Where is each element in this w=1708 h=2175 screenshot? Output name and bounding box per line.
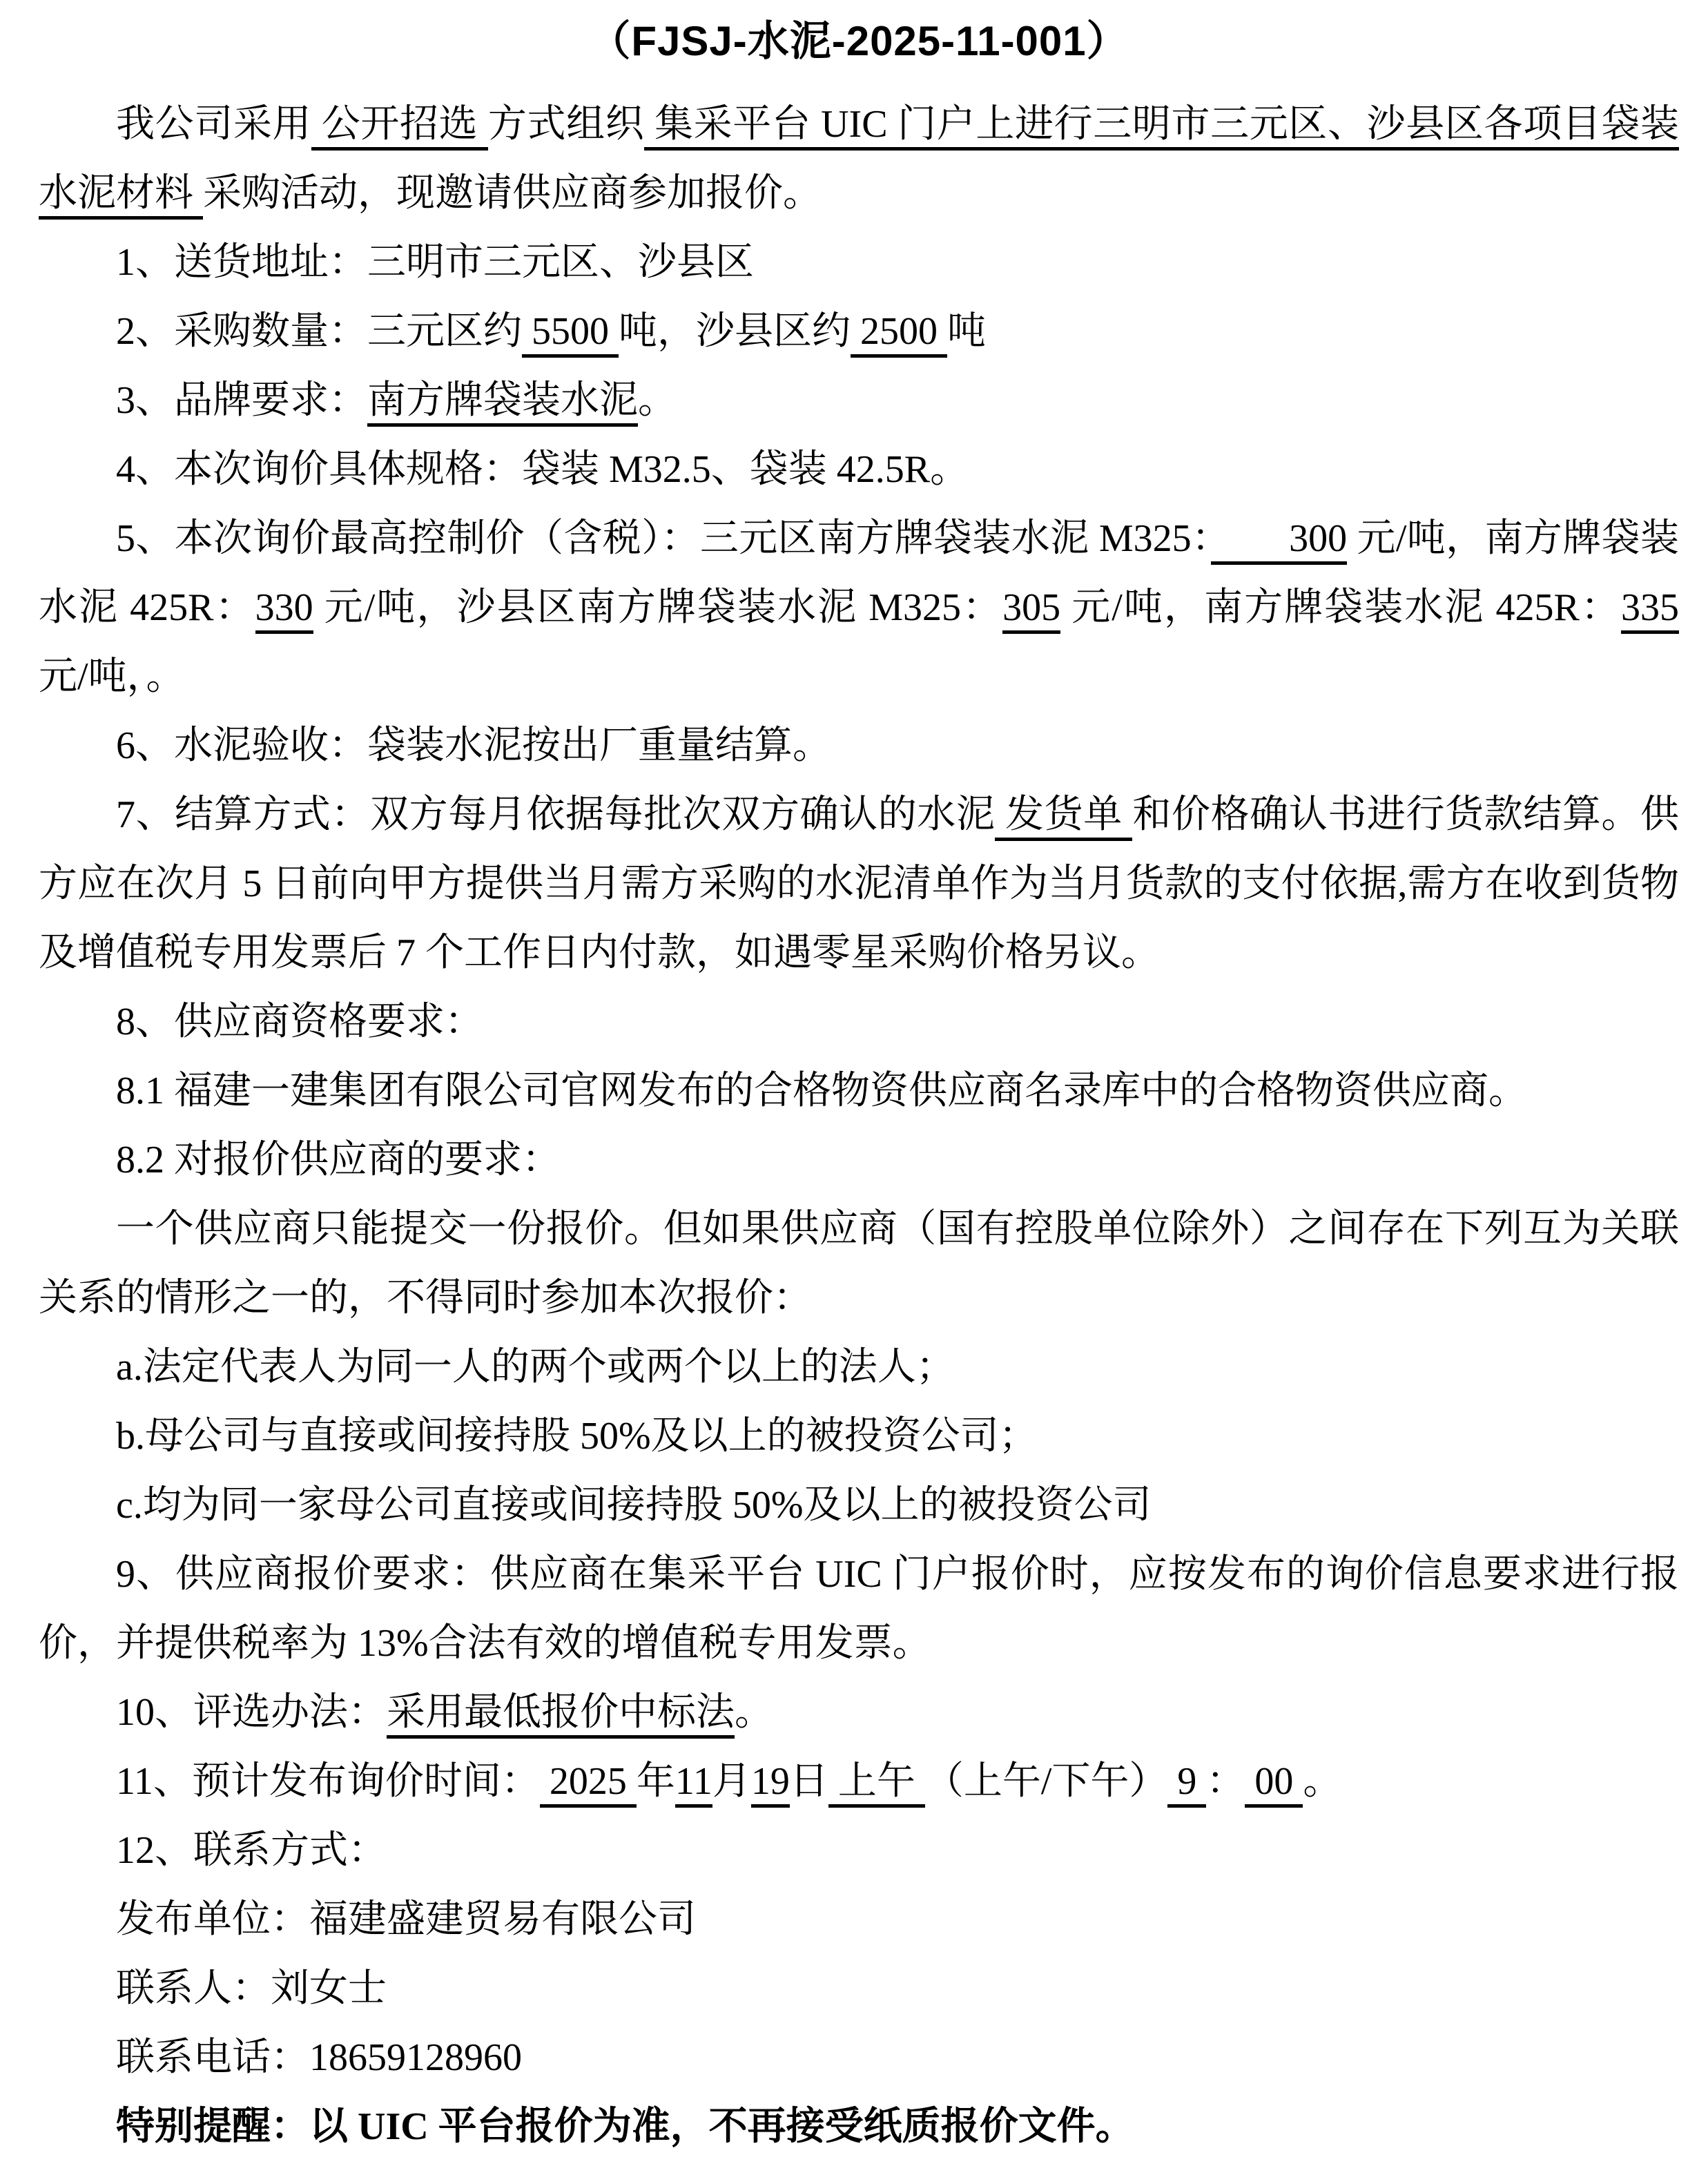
text-segment: 和价格确认书进行货款结算。供方应在次月 5 日前向甲方提供当月需方采购的水泥清单作为当月货款的支付依据,需方在收到货物及增值税专用发票后 7 个工作日内付款，如遇零星采购价格另议。 <box>39 793 1680 974</box>
text-segment: 9、供应商报价要求：供应商在集采平台 UIC 门户报价时，应按发布的询价信息要求进行报价，并提供税率为 13%合法有效的增值税专用发票。 <box>39 1553 1679 1665</box>
text-segment: 月 <box>712 1760 751 1803</box>
text-segment: 日 <box>789 1760 828 1803</box>
text-segment: 联系电话：18659128960 <box>116 2036 522 2079</box>
underlined-text: 335 <box>1621 586 1679 634</box>
item-1-delivery-address <box>39 228 1679 297</box>
item-9-quotation-requirement <box>39 1540 1679 1678</box>
text-segment: b.母公司与直接或间接持股 50%及以上的被投资公司； <box>116 1415 1038 1458</box>
text-segment: 采购活动，现邀请供应商参加报价。 <box>203 172 822 215</box>
underlined-text: 330 <box>255 586 313 634</box>
text-segment: 2、采购数量：三元区约 <box>116 310 522 353</box>
text-segment: 3、品牌要求： <box>116 379 367 422</box>
text-segment: 方式组织 <box>487 103 645 146</box>
underlined-text: 9 <box>1167 1760 1206 1808</box>
contact-person-line <box>39 1954 1679 2023</box>
text-segment: 特别提醒：以 UIC 平台报价为准，不再接受纸质报价文件。 <box>116 2105 1134 2148</box>
underlined-text: 11 <box>675 1760 712 1808</box>
item-5-max-control-price <box>39 504 1689 711</box>
text-segment: 吨 <box>947 310 986 353</box>
text-segment: 。 <box>1303 1760 1342 1803</box>
text-segment: 。 <box>735 1691 773 1734</box>
text-segment: 一个供应商只能提交一份报价。但如果供应商（国有控股单位除外）之间存在下列互为关联关系的情形之一的，不得同时参加本次报价： <box>39 1208 1679 1320</box>
underlined-text: 305 <box>1002 586 1060 634</box>
item-11-inquiry-time <box>39 1747 1679 1816</box>
underlined-text: 00 <box>1245 1760 1303 1808</box>
publisher-line <box>39 1885 1679 1954</box>
text-segment: 。 <box>638 379 677 422</box>
contact-phone-line <box>39 2023 1679 2092</box>
item-6-cement-acceptance <box>39 711 1679 780</box>
text-segment: 7、结算方式：双方每月依据每批次双方确认的水泥 <box>116 793 996 836</box>
underlined-text: 2500 <box>851 310 947 358</box>
underlined-text: 19 <box>751 1760 790 1808</box>
text-segment: 联系人：刘女士 <box>116 1967 387 2010</box>
item-2-purchase-quantity <box>39 297 1679 366</box>
text-segment: 1、送货地址：三明市三元区、沙县区 <box>116 241 754 284</box>
underlined-text: 上午 <box>828 1760 925 1808</box>
text-segment: 元/吨，南方牌袋装水泥 425R： <box>39 517 1680 629</box>
text-segment: 我公司采用 <box>116 103 312 146</box>
item-8-supplier-qualification <box>39 987 1679 1056</box>
text-segment: （上午/下午） <box>924 1760 1168 1803</box>
text-segment: c.均为同一家母公司直接或间接持股 50%及以上的被投资公司 <box>116 1484 1152 1527</box>
item-10-selection-method <box>39 1678 1679 1747</box>
item-4-specifications <box>39 435 1679 504</box>
item-c <box>39 1471 1679 1540</box>
text-segment: 8.2 对报价供应商的要求： <box>116 1139 561 1181</box>
text-segment: 元/吨，沙县区南方牌袋装水泥 M325： <box>313 586 1003 629</box>
item-a <box>39 1333 1679 1402</box>
underlined-text: 采用最低报价中标法 <box>387 1691 735 1739</box>
underlined-text: 300 <box>1211 517 1347 565</box>
text-segment: ： <box>1206 1760 1245 1803</box>
text-segment: 发布单位：福建盛建贸易有限公司 <box>116 1898 696 1941</box>
underlined-text: 5500 <box>522 310 619 358</box>
document-body <box>39 90 1689 2161</box>
intro-paragraph <box>39 90 1679 228</box>
item-12-contact <box>39 1816 1679 1885</box>
special-reminder-line <box>39 2092 1679 2161</box>
text-segment: 5、本次询价最高控制价（含税）：三元区南方牌袋装水泥 M325： <box>116 517 1212 560</box>
text-segment: 6、水泥验收：袋装水泥按出厂重量结算。 <box>116 724 831 767</box>
underlined-text: 发货单 <box>995 793 1132 841</box>
text-segment: 11、预计发布询价时间： <box>116 1760 540 1803</box>
text-segment: 元/吨，南方牌袋装水泥 425R： <box>1060 586 1621 629</box>
underlined-text: 公开招选 <box>311 103 488 151</box>
text-segment: 元/吨，。 <box>39 586 1689 698</box>
text-segment: 吨，沙县区约 <box>619 310 851 353</box>
item-8-2 <box>39 1125 1679 1195</box>
text-segment: 8.1 福建一建集团有限公司官网发布的合格物资供应商名录库中的合格物资供应商。 <box>116 1070 1527 1112</box>
underlined-text: 集采平台 UIC 门户上进行三明市三元区、沙县区各项目袋装水泥材料 <box>39 103 1679 220</box>
document-title: （FJSJ-水泥-2025-11-001） <box>589 18 1129 64</box>
text-segment: 4、本次询价具体规格：袋装 M32.5、袋装 42.5R。 <box>116 448 969 491</box>
underlined-text: 南方牌袋装水泥 <box>367 379 638 427</box>
item-8-2-detail <box>39 1195 1679 1333</box>
text-segment: a.法定代表人为同一人的两个或两个以上的法人； <box>116 1346 955 1389</box>
item-3-brand-requirement <box>39 366 1679 435</box>
text-segment: 12、联系方式： <box>116 1829 387 1872</box>
item-8-1 <box>39 1056 1679 1125</box>
underlined-text: 2025 <box>540 1760 637 1808</box>
item-7-settlement-method <box>39 780 1679 987</box>
item-b <box>39 1402 1679 1471</box>
text-segment: 年 <box>636 1760 675 1803</box>
text-segment: 10、评选办法： <box>116 1691 387 1734</box>
text-segment: 8、供应商资格要求： <box>116 1000 483 1043</box>
